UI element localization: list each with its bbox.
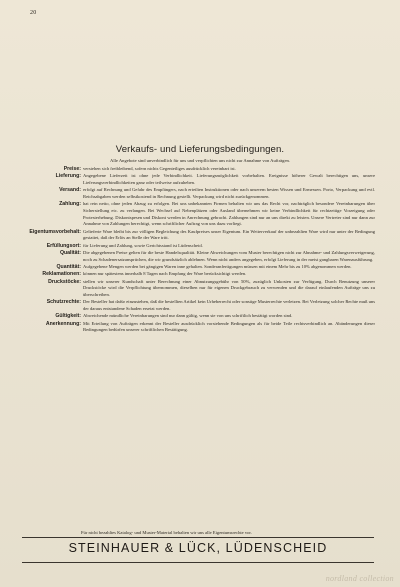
closing-note: Für nicht bezahltes Katalog- und Muster-Material behalten wir uns alle Eigentumsrechte vor. [81, 530, 252, 535]
term-text: Die abgegebenen Preise gelten für die beste Handelsqualität. Kleine Abweichungen vom Muster berechtigen nicht zur Abnahme- und Zahlungsverweigerung, noch zu Schadenersatzansprüchen, die wir grundsätzlich ablehnen. Wenn nicht anders angegeben, erfolgt Lieferung in der meist gangbaren Warenausführung. [83, 249, 375, 262]
term-versand [21, 187, 375, 200]
footer-rule-top [22, 537, 374, 538]
term-label: Qualität: [59, 249, 81, 256]
page-number: 20 [30, 10, 37, 16]
term-label: Zahlung: [59, 201, 81, 208]
page-title: Verkaufs- und Lieferungsbedingungen. [115, 144, 285, 155]
term-preise [21, 166, 375, 173]
terms-list [21, 166, 375, 335]
term-druckstoecke [21, 279, 375, 299]
footer-rule-bottom [22, 562, 374, 563]
term-label: Versand: [59, 187, 81, 194]
term-label: Erfüllungsort: [46, 242, 81, 249]
term-text: Mit Erteilung von Aufträgen erkennt der Besteller ausdrücklich vorstehende Bedingungen als für beide Teile rechtsverbindlich an. Abänderungen dieser Bedingungen bedürfen unserer schriftlichen Bestätigung. [83, 320, 375, 333]
collection-watermark: nordland collection [325, 574, 394, 583]
term-qualitaet [21, 250, 375, 263]
term-gueltigkeit [21, 313, 375, 320]
term-eigentumsvorbehalt [21, 229, 375, 242]
term-lieferung [21, 173, 375, 186]
term-text: Gelieferte Ware bleibt bis zur völligen Begleichung des Kaufpreises unser Eigentum. Ein Weiterverkauf der unbezahlten Ware wird nur unter der Bedingung gestattet, daß der Erlös an Stelle der Ware tritt. [83, 228, 375, 241]
term-label: Schutzrechte: [46, 299, 81, 306]
term-label: Eigentumsvorbehalt: [29, 228, 81, 235]
term-label: Lieferung: [55, 173, 81, 180]
term-text: erfolgt auf Rechnung und Gefahr des Empfängers, nach erteilten Instruktionen oder nach unserem besten Wissen und Ermessen. Porto, Verpackung und evtl. Reichsabgaben werden selbstkostend in Rechnung gestellt. Verpackung wird nicht zurückgenommen. [83, 187, 375, 199]
term-text: Der Besteller hat dafür einzustehen, daß die bestellten Artikel kein Urheberrecht oder sonstige Musterrechte verletzen. Bei Verletzung solcher Rechte muß uns der daraus entstandene Schaden ersetzt werden. [83, 299, 375, 311]
term-text: stellen wir unserer Kundschaft unter Berechnung einer Abnutzungsgebühr von 50%, zuzüglich Unkosten zur Verfügung. Durch Benutzung unserer Druckstöcke wird die Verpflichtung übernommen, dieselben nur für eigenen Druckgebrauch zu verwenden und die darauf einlaufenden Aufträge uns zu überschreiben. [83, 278, 375, 297]
term-quantitaet [21, 264, 375, 271]
term-label: Quantität: [56, 263, 81, 270]
term-label: Gültigkeit: [55, 313, 81, 320]
term-erfuellungsort [21, 243, 375, 250]
intro-paragraph: Alle Angebote sind unverbindlich für uns und verpflichten uns nicht zur Annahme von Aufträgen. [110, 158, 290, 163]
term-label: Druckstöcke: [48, 278, 81, 285]
term-text: Aufgegebene Mengen werden bei gängigen Waren inne gehalten. Sonderanfertigungen müssen mit einem Mehr bis zu 10% abgenommen werden. [83, 263, 352, 269]
term-text: Angegebene Lieferzeit ist ohne jede Verbindlichkeit. Lieferungsmöglichkeit vorbehalten. Ereignisse höherer Gewalt berechtigen uns, unsere Lieferungsverbindlichkeiten ganz oder teilweise aufzuheben. [83, 173, 375, 185]
company-name: STEINHAUER & LÜCK, LÜDENSCHEID [68, 541, 328, 555]
term-text: Abweichende mündliche Vereinbarungen sind nur dann gültig, wenn sie von uns schriftlich bestätigt worden sind. [83, 313, 293, 319]
term-label: Anerkennung: [45, 320, 81, 327]
term-anerkennung [21, 321, 375, 334]
term-text: können nur spätestens innerhalb 8 Tagen nach Empfang der Ware berücksichtigt werden. [83, 271, 247, 277]
term-label: Reklamationen: [42, 271, 81, 278]
term-zahlung [21, 201, 375, 227]
term-text: verstehen sich freibleibend, sofern nichts Gegenteiliges ausdrücklich vereinbart ist. [83, 166, 236, 171]
term-text: für Lieferung und Zahlung, sowie Gerichtsstand ist Lüdenscheid. [83, 242, 203, 248]
term-schutzrechte [21, 299, 375, 312]
term-text: hat rein netto, ohne jeden Abzug zu erfolgen. Bei uns unbekannten Firmen behalten wir uns das Recht vor, nachträglich besondere Vereinbarungen über Sicherstellung etc. zu verlangen. Bei Wechsel auf Nebenplätzen oder Ausland übernehmen wir keine Verbindlichkeit für rechtzeitige Vorzeigung oder Protesterhebung. Diskontspesen und Diskont werden in Anrechnung gebracht. Zahlungen sind nur an uns direkt zu leisten. Unsere Vertreter sind nur dann zur Annahme von Zahlungen berechtigt, wenn schriftlicher Auftrag von uns dazu vorliegt. [83, 201, 375, 227]
term-label: Preise: [63, 166, 81, 172]
term-reklamationen [21, 271, 375, 278]
